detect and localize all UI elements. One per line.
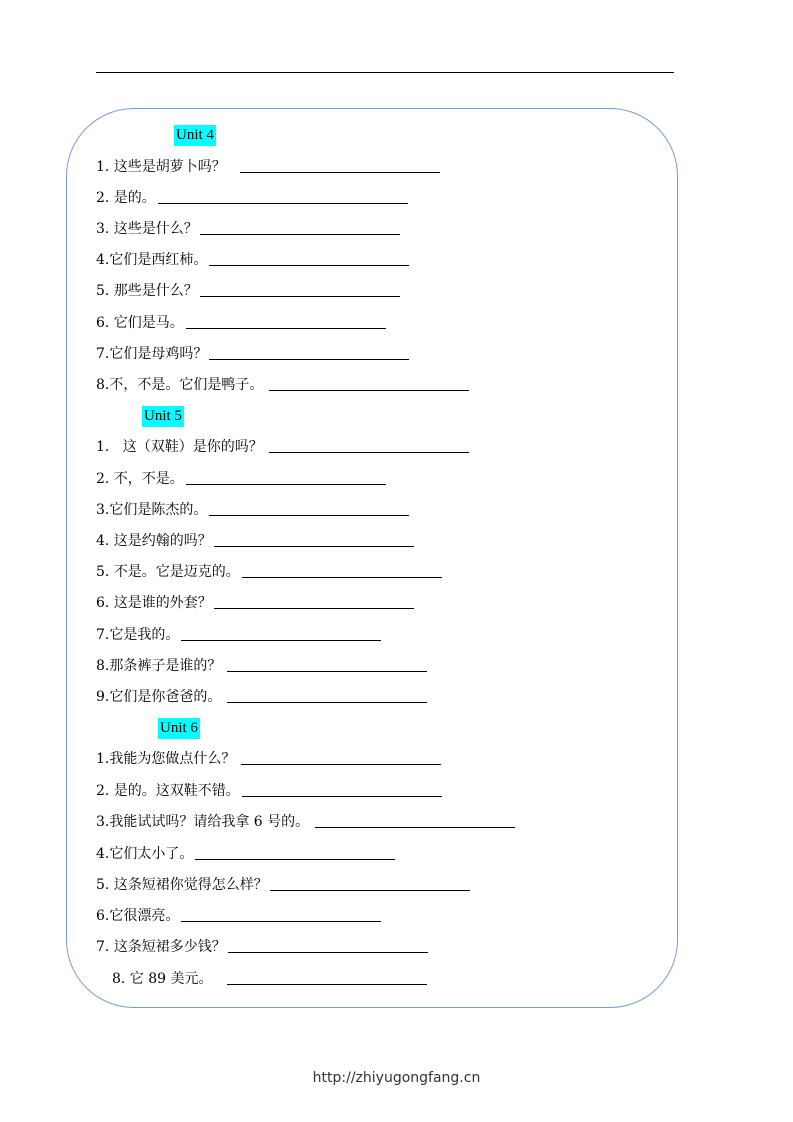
- answer-blank[interactable]: [269, 452, 469, 453]
- unit-4-item-7: [96, 344, 409, 364]
- answer-blank[interactable]: [269, 390, 469, 391]
- unit-5-item-6: [96, 593, 414, 613]
- unit-5-item-1: [96, 437, 469, 457]
- answer-blank[interactable]: [200, 296, 400, 297]
- answer-blank[interactable]: [186, 484, 386, 485]
- unit-4-item-4: [96, 250, 409, 270]
- unit-6-item-7: [96, 937, 428, 957]
- question-text: 2. 不，不是。: [96, 471, 184, 487]
- answer-blank[interactable]: [241, 764, 441, 765]
- unit-4-item-2: [96, 188, 408, 208]
- question-text: 8.那条裤子是谁的？: [96, 658, 222, 674]
- answer-blank[interactable]: [200, 234, 400, 235]
- question-text: 1.我能为您做点什么？: [96, 751, 236, 767]
- question-text: 6. 这是谁的外套？: [96, 595, 212, 611]
- unit-5-item-9: [96, 687, 427, 707]
- answer-blank[interactable]: [209, 265, 409, 266]
- unit-6-item-2: [96, 781, 442, 801]
- unit-6-item-6: [96, 906, 381, 926]
- question-text: 2. 是的。这双鞋不错。: [96, 783, 240, 799]
- question-text: 2. 是的。: [96, 190, 156, 206]
- unit-5-item-4: [96, 531, 414, 551]
- unit-4-label: Unit 4: [174, 125, 216, 146]
- question-text: 5. 这条短裙你觉得怎么样？: [96, 877, 268, 893]
- question-text: 4. 这是约翰的吗？: [96, 533, 212, 549]
- question-text: 7. 这条短裙多少钱？: [96, 939, 226, 955]
- answer-blank[interactable]: [242, 796, 442, 797]
- answer-blank[interactable]: [181, 921, 381, 922]
- question-text: 5. 那些是什么？: [96, 283, 198, 299]
- answer-blank[interactable]: [209, 515, 409, 516]
- unit-6-item-5: [96, 875, 470, 895]
- answer-blank[interactable]: [315, 827, 515, 828]
- unit-5-item-3: [96, 500, 409, 520]
- unit-4-item-1: [96, 157, 440, 177]
- question-text: 7.它是我的。: [96, 627, 180, 643]
- answer-blank[interactable]: [240, 172, 440, 173]
- question-text: 1. 这些是胡萝卜吗？: [96, 159, 226, 175]
- answer-blank[interactable]: [214, 546, 414, 547]
- unit-6-item-8: [112, 969, 427, 989]
- answer-blank[interactable]: [270, 890, 470, 891]
- question-text: 5. 不是。它是迈克的。: [96, 564, 240, 580]
- unit-5-item-2: [96, 469, 386, 489]
- top-rule: [96, 72, 674, 73]
- unit-4-item-5: [96, 281, 400, 301]
- answer-blank[interactable]: [181, 640, 381, 641]
- answer-blank[interactable]: [242, 577, 442, 578]
- question-text: 9.它们是你爸爸的。: [96, 689, 222, 705]
- question-text: 3. 这些是什么？: [96, 221, 198, 237]
- answer-blank[interactable]: [209, 359, 409, 360]
- unit-6-item-1: [96, 749, 441, 769]
- answer-blank[interactable]: [227, 671, 427, 672]
- unit-4-item-3: [96, 219, 400, 239]
- answer-blank[interactable]: [214, 608, 414, 609]
- unit-4-item-6: [96, 313, 386, 333]
- unit-4-item-8: [96, 375, 469, 395]
- answer-blank[interactable]: [186, 328, 386, 329]
- unit-6-item-4: [96, 844, 395, 864]
- answer-blank[interactable]: [158, 203, 408, 204]
- question-text: 1. 这（双鞋）是你的吗？: [96, 439, 263, 455]
- footer-url[interactable]: http://zhiyugongfang.cn: [312, 1070, 481, 1086]
- answer-blank[interactable]: [195, 859, 395, 860]
- unit-6-item-3: [96, 812, 515, 832]
- answer-blank[interactable]: [228, 952, 428, 953]
- question-text: 4.它们太小了。: [96, 846, 194, 862]
- question-text: 3.我能试试吗？请给我拿 6 号的。: [96, 814, 310, 830]
- question-text: 4.它们是西红柿。: [96, 252, 208, 268]
- answer-blank[interactable]: [227, 984, 427, 985]
- unit-5-item-8: [96, 656, 427, 676]
- question-text: 7.它们是母鸡吗？: [96, 346, 208, 362]
- question-text: 8. 它 89 美元。: [112, 971, 213, 987]
- answer-blank[interactable]: [227, 702, 427, 703]
- question-text: 8.不，不是。它们是鸭子。: [96, 377, 264, 393]
- unit-5-label: Unit 5: [142, 406, 184, 427]
- worksheet-frame: [66, 108, 678, 1008]
- unit-5-item-7: [96, 625, 381, 645]
- unit-6-label: Unit 6: [158, 718, 200, 739]
- unit-5-item-5: [96, 562, 442, 582]
- question-text: 6. 它们是马。: [96, 315, 184, 331]
- question-text: 6.它很漂亮。: [96, 908, 180, 924]
- question-text: 3.它们是陈杰的。: [96, 502, 208, 518]
